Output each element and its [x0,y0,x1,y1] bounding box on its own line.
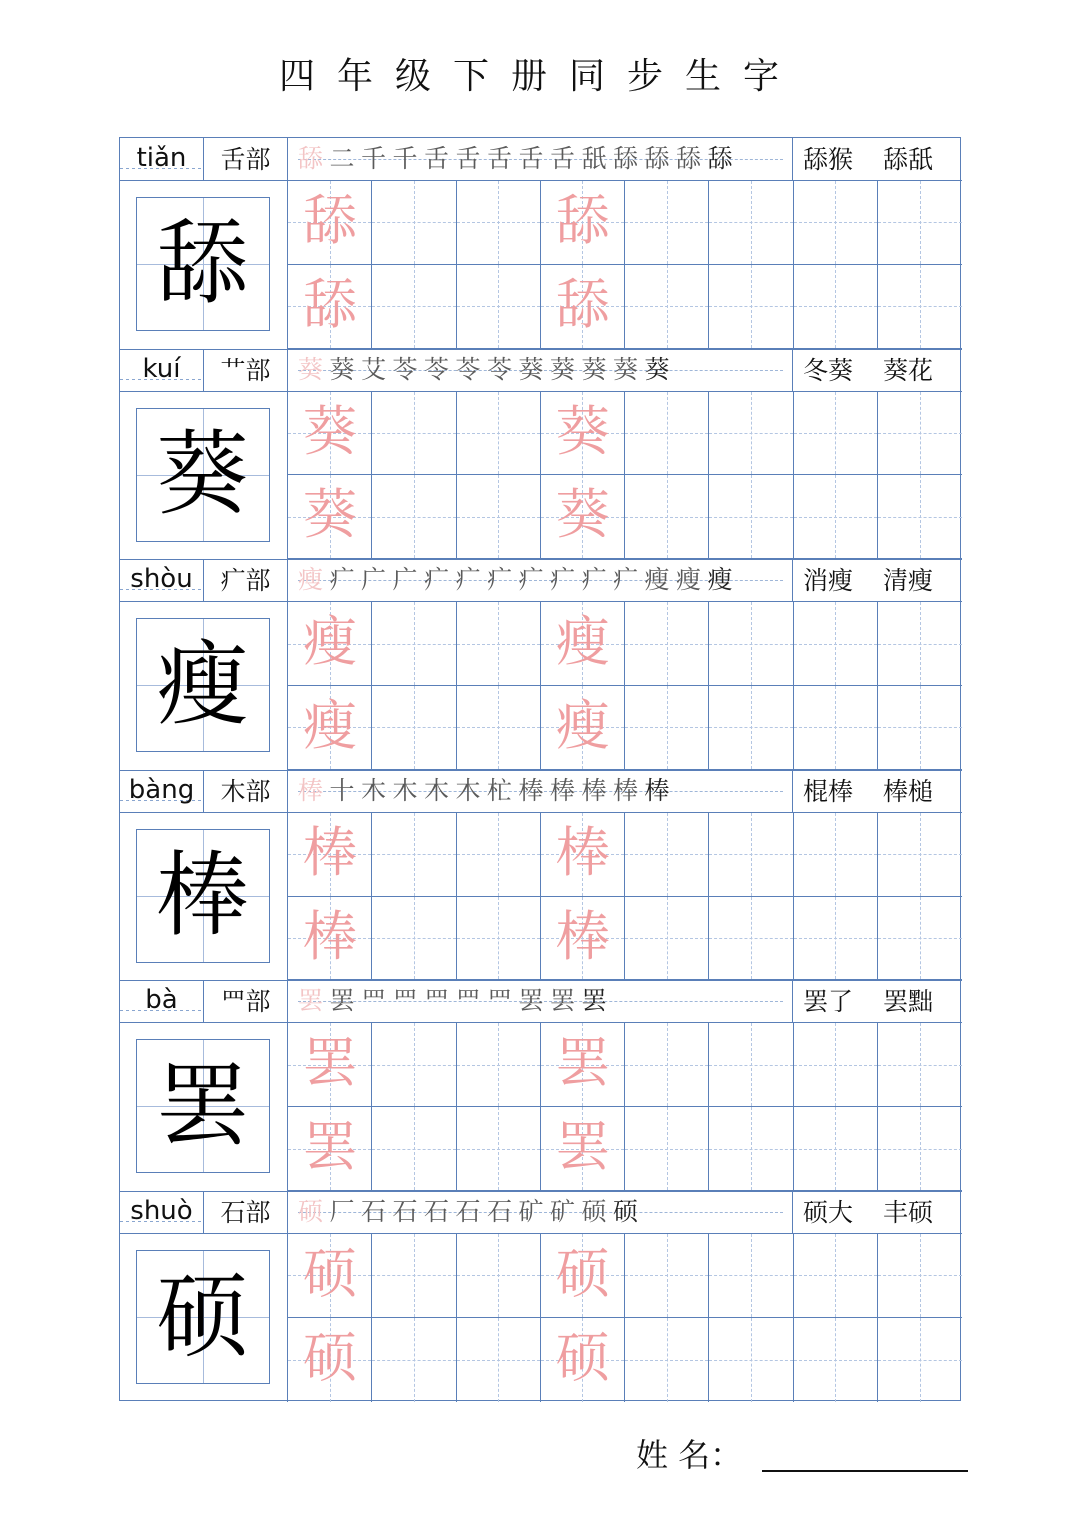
model-character: 棒 [156,841,249,949]
practice-cell[interactable] [709,1107,793,1191]
stroke-step: 舌 [550,144,576,173]
practice-cell[interactable] [794,897,878,981]
model-character-cell [120,602,288,770]
practice-cell[interactable] [709,897,793,981]
practice-grid [288,181,962,349]
practice-cell[interactable] [541,602,625,686]
stroke-step: 苓 [424,354,450,384]
stroke-step: 硕 [298,1197,324,1226]
practice-cell[interactable] [878,1023,962,1107]
practice-cell[interactable] [625,813,709,897]
character-section [120,770,962,981]
practice-cell[interactable] [541,265,625,349]
stroke-order-strip [288,138,793,181]
trace-character: 棒 [555,820,610,884]
practice-cell[interactable] [709,686,793,770]
stroke-step: 疒 [487,565,513,595]
model-character-cell [120,181,288,349]
practice-cell[interactable] [541,475,625,559]
practice-cell[interactable] [878,1234,962,1318]
stroke-step: 棒 [644,775,670,805]
practice-cell[interactable] [794,602,878,686]
stroke-step: 木 [392,775,418,805]
character-section [120,559,962,770]
example-word: 消瘦 [803,566,854,596]
stroke-step: 罢 [581,986,607,1016]
stroke-step: 疒 [424,565,450,595]
trace-character: 瘦 [555,610,610,674]
practice-cell[interactable] [541,181,625,265]
pinyin-label: shuò [120,1191,204,1234]
stroke-step: 罢 [329,986,355,1016]
model-character-cell [120,1023,288,1191]
practice-cell[interactable] [625,475,709,559]
practice-cell[interactable] [372,475,456,559]
stroke-step: 瘦 [298,565,324,595]
example-words [793,980,962,1023]
stroke-step: 厂 [329,1197,355,1226]
stroke-step: 硕 [581,1197,607,1226]
model-character: 罢 [156,1052,249,1160]
trace-character: 葵 [555,399,610,463]
practice-cell[interactable] [709,1234,793,1318]
practice-cell[interactable] [288,181,372,265]
trace-character: 硕 [303,1325,357,1389]
practice-cell[interactable] [372,392,456,476]
practice-cell[interactable] [625,1023,709,1107]
example-word: 清瘦 [883,566,934,596]
practice-cell[interactable] [372,1107,456,1191]
trace-character: 棒 [555,904,610,968]
radical-label: 艹部 [204,349,288,392]
model-character-cell [120,1234,288,1402]
stroke-step: 罒 [455,986,481,1016]
example-word: 罢了 [803,987,854,1017]
trace-character: 瘦 [303,610,357,674]
practice-cell[interactable] [794,1023,878,1107]
example-word: 舔舐 [883,145,934,174]
trace-character: 硕 [555,1325,610,1389]
stroke-step: 二 [329,144,355,173]
practice-cell[interactable] [541,897,625,981]
stroke-step: 葵 [518,354,544,384]
practice-cell[interactable] [709,265,793,349]
practice-cell[interactable] [541,1318,625,1402]
section-header [120,770,962,813]
stroke-step: 舔 [707,144,733,173]
trace-character: 舔 [303,189,357,252]
trace-character: 舔 [555,272,610,336]
practice-cell[interactable] [288,897,372,981]
stroke-step: 舔 [676,144,702,173]
radical-label: 罒部 [204,980,288,1023]
stroke-step: 罒 [392,986,418,1016]
stroke-step: 杧 [487,775,513,805]
stroke-step: 艾 [361,354,387,384]
name-blank-line[interactable] [762,1470,968,1472]
practice-cell[interactable] [457,686,541,770]
section-header [120,138,962,181]
stroke-step: 葵 [613,354,639,384]
practice-cell[interactable] [457,1234,541,1318]
practice-cell[interactable] [709,1023,793,1107]
practice-cell[interactable] [878,813,962,897]
practice-cell[interactable] [541,1234,625,1318]
practice-cell[interactable] [625,181,709,265]
model-character-cell [120,813,288,981]
stroke-step: 棒 [298,775,324,805]
practice-cell[interactable] [794,392,878,476]
stroke-step: 石 [455,1197,481,1226]
practice-cell[interactable] [878,602,962,686]
stroke-step: 棒 [550,775,576,805]
radical-label: 木部 [204,770,288,813]
stroke-order-strip [288,559,793,602]
practice-cell[interactable] [878,181,962,265]
practice-cell[interactable] [794,813,878,897]
stroke-step: 葵 [581,354,607,384]
practice-cell[interactable] [457,897,541,981]
practice-cell[interactable] [794,1107,878,1191]
practice-cell[interactable] [625,1318,709,1402]
practice-cell[interactable] [709,181,793,265]
example-words [793,349,962,392]
stroke-step: 苓 [392,354,418,384]
stroke-order-strip [288,349,793,392]
section-header [120,349,962,392]
example-word: 硕大 [803,1198,854,1227]
trace-character: 舔 [555,189,610,252]
practice-cell[interactable] [288,1234,372,1318]
trace-character: 罢 [555,1115,610,1179]
stroke-step: 瘦 [707,565,733,595]
character-section [120,980,962,1191]
practice-cell[interactable] [541,686,625,770]
section-header [120,980,962,1023]
example-words [793,770,962,813]
trace-character: 葵 [555,483,610,547]
practice-cell[interactable] [878,265,962,349]
stroke-step: 木 [361,775,387,805]
model-character-cell [120,392,288,560]
practice-cell[interactable] [288,265,372,349]
stroke-step: 舌 [487,144,513,173]
practice-cell[interactable] [878,1318,962,1402]
practice-cell[interactable] [457,1107,541,1191]
stroke-step: 苓 [487,354,513,384]
example-word: 罢黜 [883,987,934,1017]
stroke-step: 疒 [329,565,355,595]
practice-cell[interactable] [288,392,372,476]
practice-cell[interactable] [878,1107,962,1191]
example-word: 丰硕 [883,1198,934,1227]
pinyin-label: tiǎn [120,138,204,181]
practice-cell[interactable] [457,265,541,349]
stroke-step: 疒 [550,565,576,595]
practice-cell[interactable] [372,181,456,265]
practice-cell[interactable] [794,1318,878,1402]
practice-cell[interactable] [288,602,372,686]
practice-grid [288,813,962,981]
stroke-step: 疒 [455,565,481,595]
name-label: 姓 名： [636,1436,743,1474]
example-word: 舔猴 [803,145,854,174]
practice-cell[interactable] [288,1318,372,1402]
practice-cell[interactable] [541,1023,625,1107]
practice-cell[interactable] [794,265,878,349]
practice-cell[interactable] [457,1023,541,1107]
trace-character: 硕 [303,1242,357,1305]
practice-cell[interactable] [372,1023,456,1107]
stroke-step: 罒 [361,986,387,1016]
stroke-step: 十 [329,775,355,805]
practice-cell[interactable] [372,265,456,349]
trace-character: 葵 [303,399,357,463]
model-character: 瘦 [156,631,249,739]
example-word: 葵花 [883,355,934,385]
practice-cell[interactable] [794,686,878,770]
stroke-step: 千 [361,144,387,173]
practice-cell[interactable] [709,1318,793,1402]
stroke-step: 舌 [518,144,544,173]
practice-grid [288,392,962,560]
practice-cell[interactable] [625,265,709,349]
trace-character: 舔 [303,272,357,336]
stroke-step: 舔 [298,144,324,173]
stroke-step: 罒 [424,986,450,1016]
character-section [120,138,962,349]
stroke-step: 罢 [550,986,576,1016]
stroke-step: 石 [361,1197,387,1226]
practice-cell[interactable] [709,602,793,686]
pinyin-label: kuí [120,349,204,392]
practice-cell[interactable] [288,475,372,559]
practice-cell[interactable] [625,1234,709,1318]
stroke-step: 石 [487,1197,513,1226]
practice-cell[interactable] [625,392,709,476]
trace-character: 瘦 [303,693,357,757]
practice-cell[interactable] [372,1318,456,1402]
practice-cell[interactable] [625,1107,709,1191]
practice-cell[interactable] [457,392,541,476]
stroke-step: 石 [424,1197,450,1226]
practice-cell[interactable] [457,1318,541,1402]
practice-cell[interactable] [878,897,962,981]
example-word: 冬葵 [803,355,854,385]
stroke-step: 舐 [581,144,607,173]
model-character: 葵 [156,420,249,528]
example-word: 棒槌 [883,776,934,806]
practice-cell[interactable] [878,686,962,770]
practice-cell[interactable] [372,1234,456,1318]
stroke-step: 广 [361,565,387,595]
stroke-step: 罒 [487,986,513,1016]
practice-cell[interactable] [288,1107,372,1191]
practice-cell[interactable] [288,686,372,770]
example-words [793,138,962,181]
stroke-step: 葵 [550,354,576,384]
practice-cell[interactable] [372,602,456,686]
stroke-step: 葵 [329,354,355,384]
radical-label: 舌部 [204,138,288,181]
stroke-step: 疒 [581,565,607,595]
pinyin-label: shòu [120,559,204,602]
practice-cell[interactable] [794,1234,878,1318]
practice-cell[interactable] [457,475,541,559]
trace-character: 棒 [303,904,357,968]
practice-cell[interactable] [541,392,625,476]
stroke-step: 瘦 [644,565,670,595]
stroke-order-strip [288,1191,793,1234]
practice-cell[interactable] [288,813,372,897]
practice-cell[interactable] [372,686,456,770]
page-title: 四年级下册同步生字 [278,56,801,97]
stroke-step: 舔 [613,144,639,173]
stroke-step: 舌 [455,144,481,173]
stroke-step: 疒 [518,565,544,595]
practice-cell[interactable] [625,686,709,770]
stroke-step: 棒 [518,775,544,805]
stroke-order-strip [288,980,793,1023]
example-words [793,1191,962,1234]
stroke-step: 舔 [644,144,670,173]
practice-cell[interactable] [794,181,878,265]
trace-character: 瘦 [555,693,610,757]
radical-label: 疒部 [204,559,288,602]
practice-cell[interactable] [794,475,878,559]
stroke-step: 木 [455,775,481,805]
practice-cell[interactable] [372,813,456,897]
section-header [120,559,962,602]
trace-character: 硕 [555,1242,610,1305]
stroke-step: 广 [392,565,418,595]
practice-cell[interactable] [709,475,793,559]
example-words [793,559,962,602]
stroke-step: 棒 [613,775,639,805]
stroke-step: 罢 [298,986,324,1016]
practice-sheet [119,137,961,1401]
practice-grid [288,602,962,770]
practice-cell[interactable] [288,1023,372,1107]
trace-character: 罢 [303,1115,357,1179]
trace-character: 葵 [303,483,357,547]
radical-label: 石部 [204,1191,288,1234]
stroke-step: 舌 [424,144,450,173]
pinyin-label: bàng [120,770,204,813]
practice-cell[interactable] [457,813,541,897]
example-word: 棍棒 [803,776,854,806]
stroke-step: 木 [424,775,450,805]
character-section [120,1191,962,1402]
stroke-step: 硕 [613,1197,639,1226]
practice-cell[interactable] [372,897,456,981]
trace-character: 罢 [555,1031,610,1095]
stroke-step: 葵 [644,354,670,384]
section-header [120,1191,962,1234]
stroke-step: 疒 [613,565,639,595]
stroke-step: 瘦 [676,565,702,595]
practice-grid [288,1023,962,1191]
model-character: 硕 [156,1263,249,1370]
practice-grid [288,1234,962,1402]
stroke-step: 矿 [550,1197,576,1226]
practice-cell[interactable] [709,813,793,897]
stroke-step: 棒 [581,775,607,805]
practice-cell[interactable] [709,392,793,476]
practice-cell[interactable] [878,475,962,559]
stroke-step: 石 [392,1197,418,1226]
practice-cell[interactable] [541,1107,625,1191]
practice-cell[interactable] [625,602,709,686]
practice-cell[interactable] [457,602,541,686]
stroke-step: 千 [392,144,418,173]
practice-cell[interactable] [625,897,709,981]
stroke-order-strip [288,770,793,813]
trace-character: 罢 [303,1031,357,1095]
practice-cell[interactable] [457,181,541,265]
character-section [120,349,962,560]
practice-cell[interactable] [878,392,962,476]
stroke-step: 苓 [455,354,481,384]
practice-cell[interactable] [541,813,625,897]
stroke-step: 矿 [518,1197,544,1226]
stroke-step: 罢 [518,986,544,1016]
stroke-step: 葵 [298,354,324,384]
pinyin-label: bà [120,980,204,1023]
trace-character: 棒 [303,820,357,884]
model-character: 舔 [156,210,249,317]
